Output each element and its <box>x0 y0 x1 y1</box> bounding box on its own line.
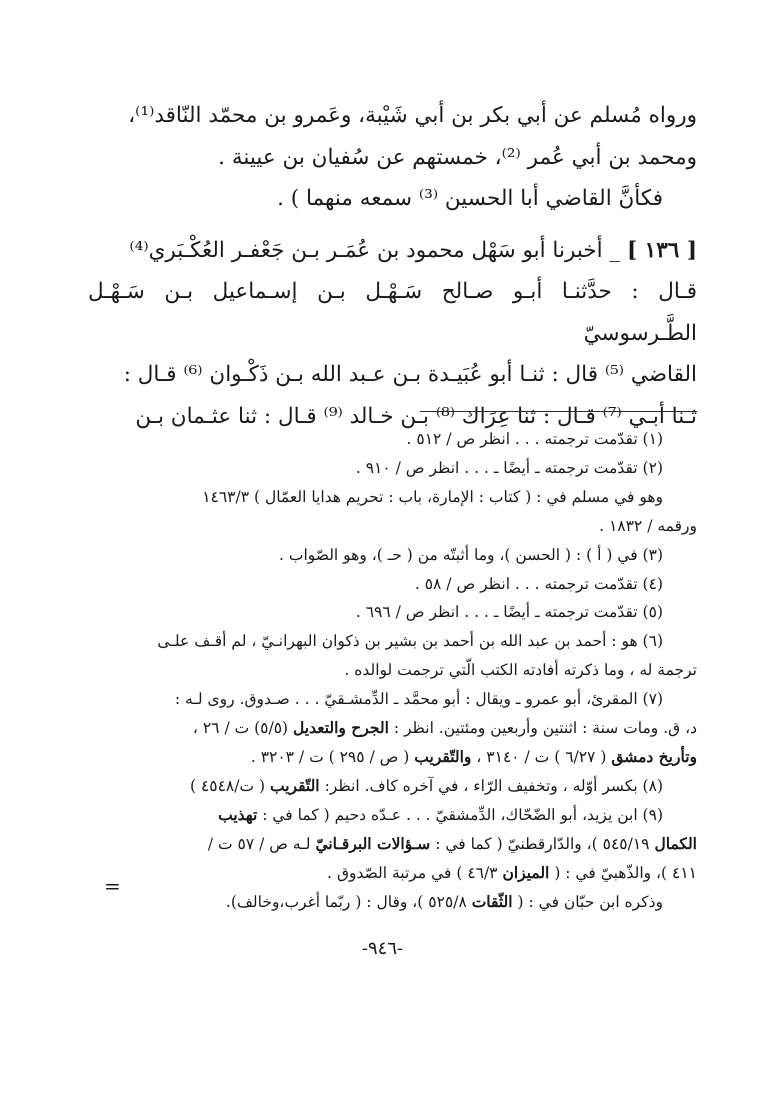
text-line: قـال : حدَّثنـا أبـو صـالح سَـهْـل بـن إسـماعيل بـن سَـهْـل الطَّـرسوسيّ <box>88 279 697 346</box>
hadith-number: [ ١٣٦ ] <box>627 237 697 263</box>
text-line: ورواه مُسلم عن أبي بكر بن أبي شَيْبة، وعَمرو بن محمّد النّاقد⁽¹⁾، <box>128 103 697 128</box>
footnote-1: (١) تقدّمت ترجمته . . . انظر ص / ٥١٢ . <box>406 430 663 448</box>
footnote-4: (٤) تقدّمت ترجمته . . . انظر ص / ٥٨ . <box>414 574 663 593</box>
footnote-line <box>92 830 697 859</box>
source-title: التّقريب <box>269 775 320 795</box>
main-text <box>88 95 697 437</box>
footnote-2: (٢) تقدّمت ترجمته ـ أيضًا ـ . . . انظر ص / ٩١٠ . <box>355 458 663 477</box>
text-span: ( ص / ٢٩٥ ) ت / ٣٢٠٣ . <box>250 747 410 766</box>
text-span: _ أخبرنا أبو سَهْل محمود بن عُمَـر بـن جَعْفـر العُكْـبَري⁽⁴⁾ <box>129 237 627 263</box>
source-title: سـؤالات البرقـانيّ <box>315 833 431 853</box>
source-title: الثّقات <box>471 891 513 911</box>
footnote-9 <box>92 801 697 830</box>
footnote-line <box>92 743 697 772</box>
text-span: ٤٦/٣ ) في مرتبة الصّدوق . <box>327 863 498 882</box>
continuation-mark: = <box>104 874 121 898</box>
text-span: (٨) بكسر أوّله ، وتخفيف الرّاء ، في آخره كاف. انظر: <box>324 776 663 795</box>
text-span: ٥٤٥/١٩ )، والدّارقطنيّ ( كما في : <box>435 834 650 853</box>
source-title: الجرح والتعديل <box>293 718 389 738</box>
footnote-line: ترجمة له ، وما ذكرته أفادته الكتب الّتي ترجمت لوالده . <box>344 661 697 680</box>
source-title: الميزان <box>502 862 550 882</box>
footnote-line <box>92 859 697 888</box>
text-line: ثـنا أبـي ⁽⁷⁾ قـال : ثنا عِرَاك ⁽⁸⁾ بـن خـالد ⁽⁹⁾ قـال : ثنا عثـمان بـن <box>135 403 697 429</box>
text-line: فكأنَّ القاضي أبا الحسين ⁽³⁾ سمعه منهما ) . <box>277 186 663 211</box>
footnote-line <box>92 888 697 917</box>
source-title: تهذيب <box>218 804 258 824</box>
text-span: ( ٦/٢٧ ) ت / ٣١٤٠ ، <box>476 747 607 766</box>
footnote-line <box>92 714 697 743</box>
text-line: ومحمد بن أبي عُمر ⁽²⁾، خمستهم عن سُفيان بن عيينة . <box>218 144 697 170</box>
footnote-3: (٣) في ( أ ) : ( الحسن )، وما أثبتّه من ( حـ )، وهو الصّواب . <box>279 545 663 564</box>
footnote-line: وهو في مسلم في : ( كتاب : الإمارة، باب : تحريم هدايا العمّال ) ١٤٦٣/٣ <box>202 487 663 506</box>
source-title: وتأريخ دمشق <box>611 746 697 766</box>
hadith-heading-line <box>88 230 697 272</box>
text-span: ٤١١ )، والذّهبيّ في : ( <box>554 863 697 882</box>
footnote-8 <box>92 772 697 801</box>
footnote-5: (٥) تقدّمت ترجمته ـ أيضًا ـ . . . انظر ص / ٦٩٦ . <box>355 603 663 622</box>
text-span: وذكره ابن حبّان في : ( <box>517 892 663 911</box>
footnote-6: (٦) هو : أحمد بن عبد الله بن أحمد بن بشير بن ذكوان البهرانـيّ ، لم أقـف علـى <box>157 632 663 651</box>
text-span: (٥/٥) ت / ٢٦ ، <box>192 719 289 738</box>
text-span: د، ق. ومات سنة : اثنتين وأربعين ومئتين. انظر : <box>393 719 697 738</box>
text-line: القاضي ⁽⁵⁾ قال : ثنـا أبو عُبَيـدة بـن عـبد الله بـن ذَكْـوان ⁽⁶⁾ قـال : <box>123 362 697 387</box>
text-span: لـه ص / ٥٧ ت / <box>207 834 311 853</box>
text-span: ٥٢٥/٨ )، وقال : ( ربّما أغرب،وخالف). <box>225 892 467 911</box>
source-title: الكمال <box>654 833 697 853</box>
page-number: -٩٤٦- <box>361 938 404 959</box>
source-title: والتّقريب <box>414 746 472 766</box>
footnotes <box>92 425 697 916</box>
text-span: (٩) ابن يزيد، أبو الضّحّاك، الدِّمشقيّ . . . عـدّه دحيم ( كما في : <box>262 805 663 824</box>
footnote-7: (٧) المقرئ، أبو عمرو ـ ويقال : أبو محمَّد ـ الدِّمشـقيّ . . . صـدوق. روى لـه : <box>174 690 663 709</box>
footnote-line: ورقمه / ١٨٣٢ . <box>599 516 697 535</box>
footnote-separator <box>420 411 697 412</box>
text-span: ( ت/٤٥٤٨ ) <box>189 776 266 795</box>
